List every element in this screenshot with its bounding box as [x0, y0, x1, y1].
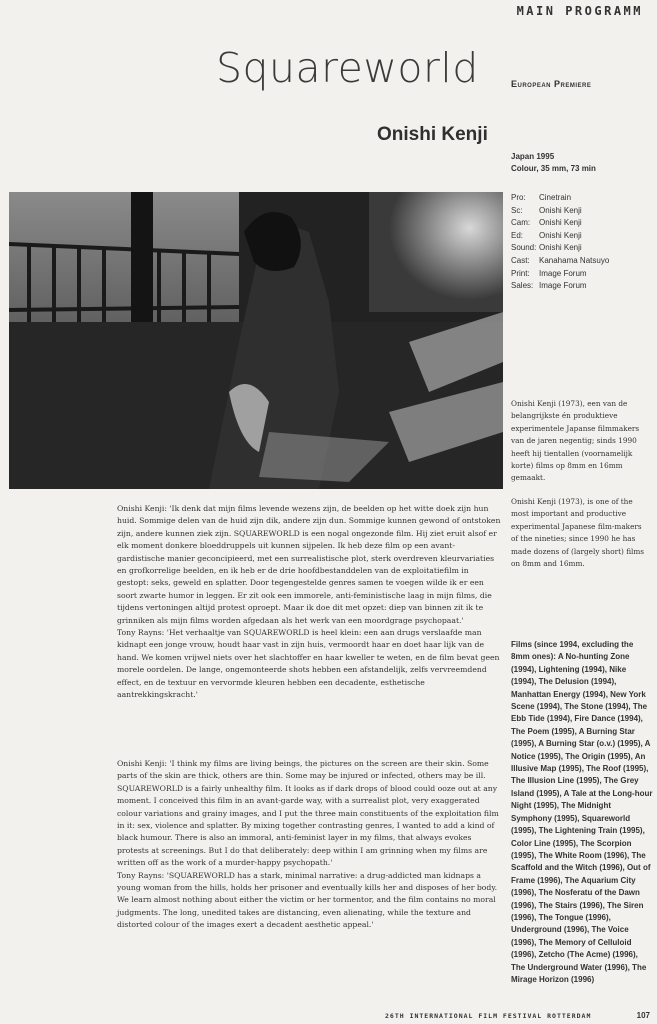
section-heading: MAIN PROGRAMM	[516, 4, 643, 18]
credit-row	[511, 242, 609, 255]
credit-row	[511, 230, 609, 243]
credit-value: Onishi Kenji	[539, 243, 582, 253]
credit-value: Image Forum	[539, 268, 587, 278]
film-title: Squareworld	[216, 44, 479, 92]
credit-row	[511, 192, 609, 205]
english-paragraph: Tony Rayns: 'SQUAREWORLD has a stark, minimal narrative: a drug-addicted man kidnaps a young woman from the hills, holds her prisoner and eventually kills her and disposes of her body. We learn almost nothing about either the victim or her tormentor, and the film contains no moral judgments. The long, unedited takes are distancing, even alienating, while the texture and distorted colour of the images exert a decadent aesthetic appeal.'	[117, 870, 498, 930]
film-still-photo	[9, 192, 503, 489]
dutch-paragraph: Onishi Kenji: 'Ik denk dat mijn films levende wezens zijn, de beelden op het witte doek zijn hun huid. Sommige delen van de huid zijn dik, andere zijn dun. Sommige kunnen gewond of ontstoken zijn, andere kunnen ziek zijn. SQUAREWORLD is een nogal ongezonde film. Hij ziet eruit alsof er elk moment donkere bloeddruppels uit kunnen sijpelen. Ik heb deze film op een avant-gardistische manier geconcipieerd, met een surrealistische plot, sterk overdreven kleurvariaties en grofkorrelige beelden, en ik heb er de drie hoofdbestanddelen van de exploitatiefilm in gestopt: seks, geweld en splatter. Door tegengestelde genres samen te voegen wilde ik er een soort zwarte humor in leggen. Er zit ook een immorele, anti-feministische laag in mijn films, die tijdens vertoningen altijd protest oproept. Maar ik doe dit met opzet: diep van binnen zit ik te grinniken als mijn films worden afgedaan als het werk van een moordgrage psychopaat.'	[117, 504, 501, 625]
dutch-text	[117, 503, 502, 702]
credit-value: Onishi Kenji	[539, 205, 582, 215]
english-paragraph: Onishi Kenji: 'I think my films are living beings, the pictures on the screen are their skin. Some parts of the skin are thick, others are thin. Some may be injured or infected, others may be ill. SQUAREWORLD is a fairly unhealthy film. It looks as if dark drops of blood could ooze out at any moment. I conceived this film in an avant-garde way, with a surrealist plot, very exaggerated colour variations and grainy images, and I put the three main constituents of the exploitation film in it: sex, violence and splatter. By mixing together contrasting genres, I wanted to add a kind of black humour. There is also an immoral, anti-feminist layer in my films, that always evokes protests at screenings. But I do that deliberately: deep within I am grinning when my films are written off as the work of a murder-happy psychopath.'	[117, 759, 499, 868]
director-name: Onishi Kenji	[377, 124, 488, 145]
credit-key: Print:	[511, 268, 530, 278]
credit-row	[511, 280, 609, 293]
credit-value: Image Forum	[539, 281, 587, 291]
credit-value: Onishi Kenji	[539, 230, 582, 240]
credit-key: Sales:	[511, 281, 534, 291]
credit-row	[511, 217, 609, 230]
credit-value: Onishi Kenji	[539, 218, 582, 228]
credit-row	[511, 268, 609, 281]
credit-value: Cinetrain	[539, 193, 572, 202]
english-text	[117, 758, 502, 932]
dutch-paragraph: Tony Rayns: 'Het verhaaltje van SQUAREWORLD is heel klein: een aan drugs verslaafde man kidnapt een jonge vrouw, houdt haar vast in zijn huis, vermoordt haar en doet haar lijk van de hand. We komen vrijwel niets over het slachtoffer en haar kweller te weten, en de film bevat geen morele oordelen. De lange, ongemonteerde shots hebben een afstandelijk, zelfs vervreemdend effect, en de textuur en vervormde kleuren hebben een decadente, esthetische aantrekkingskracht.'	[117, 628, 500, 700]
credit-key: Pro:	[511, 193, 526, 202]
page-number: 107	[636, 1011, 650, 1020]
credit-key: Cast:	[511, 255, 530, 265]
film-still-illustration	[9, 192, 503, 489]
credit-row	[511, 255, 609, 268]
credit-key: Cam:	[511, 218, 531, 228]
film-format: Colour, 35 mm, 73 min	[511, 164, 596, 173]
bio-dutch: Onishi Kenji (1973), een van de belangrijkste én produktieve experimentele Japanse filmmakers van de jaren negentig; sinds 1990 heeft hij tientallen (voornamelijk korte) films op 8mm en 16mm gemaakt.	[511, 399, 640, 483]
credit-key: Sc:	[511, 205, 523, 215]
credit-key: Sound:	[511, 243, 537, 253]
filmography: Films (since 1994, excluding the 8mm ones): A No-hunting Zone (1994), Lightening (1994), Nike (1994), The Delusion (1994), Manhattan Energy (1994), New York Scene (1994), The Stone (1994), The Ebb Tide (1994), Fire Dance (1994), The Poem (1995), A Burning Star (1995), A Burning Star (o.v.) (1995), A Notice (1995), The Origin (1995), An Illusive Map (1995), The Roof (1995), The Illusion Line (1995), The Grey Island (1995), A Tale at the Long-hour Night (1995), The Midnight Symphony (1995), Squareworld (1995), The Lightening Train (1995), Color Line (1995), The Scorpion (1995), The White Room (1996), The Scaffold and the Witch (1996), Out of Frame (1996), The Aquarium City (1996), The Nosferatu of the Dawn (1996), The Stairs (1996), The Siren (1996), The Tongue (1996), Underground (1996), The Voice (1996), The Memory of Celluloid (1996), Zetcho (The Acme) (1996), The Underground Water (1996), The Mirage Horizon (1996)	[511, 640, 653, 984]
credits-list	[511, 192, 609, 293]
festival-footer: 26TH INTERNATIONAL FILM FESTIVAL ROTTERDAM	[385, 1012, 592, 1020]
country-year: Japan 1995	[511, 152, 555, 161]
bio-english: Onishi Kenji (1973), is one of the most important and productive experimental Japanese film-makers of the nineties; since 1990 he has made dozens of (largely short) films on 8mm and 16mm.	[511, 497, 645, 569]
credit-value: Kanahama Natsuyo	[539, 255, 610, 265]
premiere-label: European Premiere	[511, 79, 592, 89]
credit-row	[511, 205, 609, 218]
credit-key: Ed:	[511, 230, 524, 240]
